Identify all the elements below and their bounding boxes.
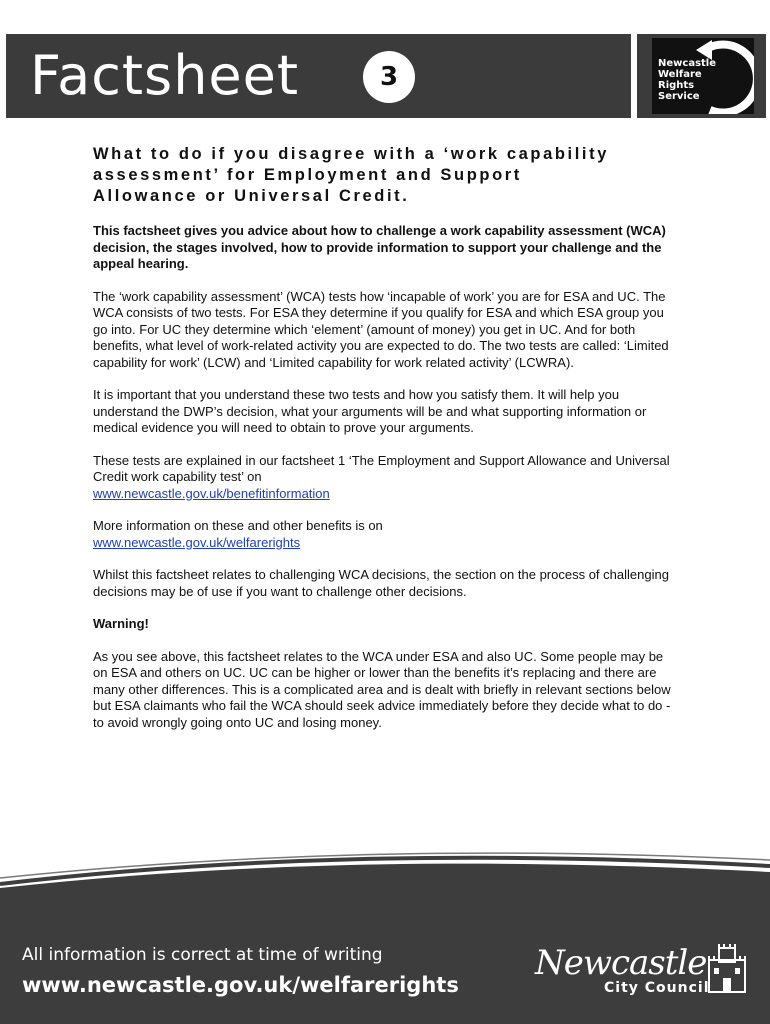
footer <box>0 850 770 1024</box>
logo-line: Rights <box>658 80 695 91</box>
logo-line: Welfare <box>658 69 702 80</box>
castle-icon <box>705 944 749 994</box>
more-info-text: More information on these and other benefits is on <box>93 518 383 533</box>
logo-text <box>658 58 716 102</box>
more-info-paragraph <box>93 518 673 551</box>
footer-website: www.newcastle.gov.uk/welfarerights <box>22 973 459 997</box>
title-line: Allowance or Universal Credit. <box>93 187 410 205</box>
welfare-rights-link[interactable]: www.newcastle.gov.uk/welfarerights <box>93 534 301 550</box>
title-line: What to do if you disagree with a ‘work capability <box>93 145 609 163</box>
logo-line: Newcastle <box>658 58 717 69</box>
welfare-rights-logo <box>652 38 754 114</box>
factsheet-header <box>6 34 766 118</box>
council-name: Newcastle <box>535 943 707 983</box>
scope-paragraph: Whilst this factsheet relates to challenging WCA decisions, the section on the process of challenging decisions may be of use if you want to challenge other decisions. <box>93 567 669 599</box>
understanding-paragraph: It is important that you understand these two tests and how you satisfy them. It will help you understand the DWP’s decision, what your arguments will be and what supporting information or medical evidence you will need to obtain to prove your arguments. <box>93 387 647 435</box>
footer-disclaimer: All information is correct at time of writing <box>22 945 383 965</box>
warning-heading: Warning! <box>93 616 149 631</box>
footer-wave <box>0 850 770 1024</box>
factsheet-number: 3 <box>363 51 415 103</box>
header-divider <box>631 34 637 118</box>
council-subtitle: City Council <box>604 980 710 996</box>
reference-text: These tests are explained in our factsheet 1 ‘The Employment and Support Allowance and Universal Credit work capability test’ on <box>93 452 670 484</box>
logo-line: Service <box>658 91 700 102</box>
document-body <box>93 144 673 747</box>
warning-paragraph: As you see above, this factsheet relates to the WCA under ESA and also UC. Some people may be on ESA and others on UC. UC can be higher or lower than the benefits it’s replacing and there are many other differences. This is a complicated area and is dealt with briefly in relevant sections below but ESA claimants who fail the WCA should seek advice immediately before they decide what to do - to avoid wrongly going onto UC and losing money. <box>93 648 671 730</box>
wca-paragraph: The ‘work capability assessment’ (WCA) tests how ‘incapable of work’ you are for ESA and UC. The WCA consists of two tests. For ESA they determine if you qualify for ESA and which ESA group you go into. For UC they determine which ‘element’ (amount of money) you get in UC. And for both benefits, what level of work-related activity you are expected to do. The two tests are called: ‘Limited capability for work’ (LCW) and ‘Limited capability for work related activity’ (LCWRA). <box>93 288 669 370</box>
benefit-information-link[interactable]: www.newcastle.gov.uk/benefitinformation <box>93 485 330 501</box>
intro-paragraph: This factsheet gives you advice about how to challenge a work capability assessment (WCA) decision, the stages involved, how to provide information to support your challenge and the appeal hearing. <box>93 223 666 271</box>
document-title <box>93 144 673 207</box>
factsheet-reference-paragraph <box>93 453 673 503</box>
title-line: assessment’ for Employment and Support <box>93 166 522 184</box>
factsheet-brand: Factsheet <box>30 44 300 107</box>
